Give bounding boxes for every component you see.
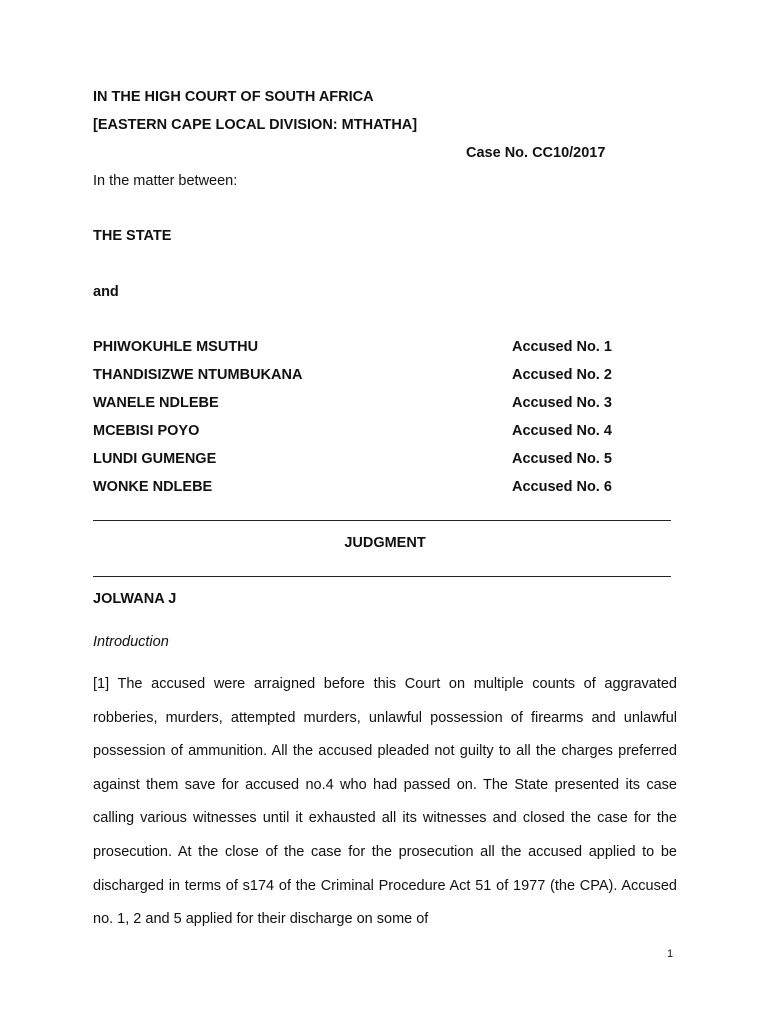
accused-role: Accused No. 5 (512, 451, 612, 467)
page-number: 1 (666, 948, 674, 960)
accused-role: Accused No. 3 (512, 395, 612, 411)
accused-name: LUNDI GUMENGE (93, 451, 217, 467)
accused-row (93, 367, 619, 385)
accused-row (93, 395, 619, 413)
judge-name: JOLWANA J (93, 591, 177, 607)
accused-role: Accused No. 6 (512, 479, 612, 495)
court-division: [EASTERN CAPE LOCAL DIVISION: MTHATHA] (93, 117, 418, 133)
section-heading: Introduction (93, 634, 169, 650)
accused-row (93, 339, 619, 357)
accused-row (93, 479, 619, 497)
accused-role: Accused No. 1 (512, 339, 612, 355)
accused-role: Accused No. 2 (512, 367, 612, 383)
accused-name: WONKE NDLEBE (93, 479, 213, 495)
divider-top (93, 520, 671, 521)
accused-row (93, 451, 619, 469)
court-name: IN THE HIGH COURT OF SOUTH AFRICA (93, 89, 374, 105)
accused-row (93, 423, 619, 441)
case-number: Case No. CC10/2017 (466, 145, 606, 161)
divider-bottom (93, 576, 671, 577)
accused-name: THANDISIZWE NTUMBUKANA (93, 367, 303, 383)
matter-intro: In the matter between: (93, 173, 238, 189)
plaintiff-name: THE STATE (93, 228, 172, 244)
accused-name: PHIWOKUHLE MSUTHU (93, 339, 259, 355)
judgment-title: JUDGMENT (344, 535, 426, 551)
paragraph-1: [1] The accused were arraigned before this Court on multiple counts of aggravated robberies, murders, attempted murders, unlawful possession of firearms and unlawful possession of ammunition. All the accused pleaded not guilty to all the charges preferred against them save for accused no.4 who had passed on. The State presented its case calling various witnesses until it exhausted all its witnesses and closed the case for the prosecution. At the close of the case for the prosecution all the accused applied to be discharged in terms of s174 of the Criminal Procedure Act 51 of 1977 (the CPA). Accused no. 1, 2 and 5 applied for their discharge on some of (93, 676, 677, 928)
party-conjunction: and (93, 284, 119, 300)
accused-name: WANELE NDLEBE (93, 395, 219, 411)
accused-role: Accused No. 4 (512, 423, 612, 439)
accused-name: MCEBISI POYO (93, 423, 200, 439)
